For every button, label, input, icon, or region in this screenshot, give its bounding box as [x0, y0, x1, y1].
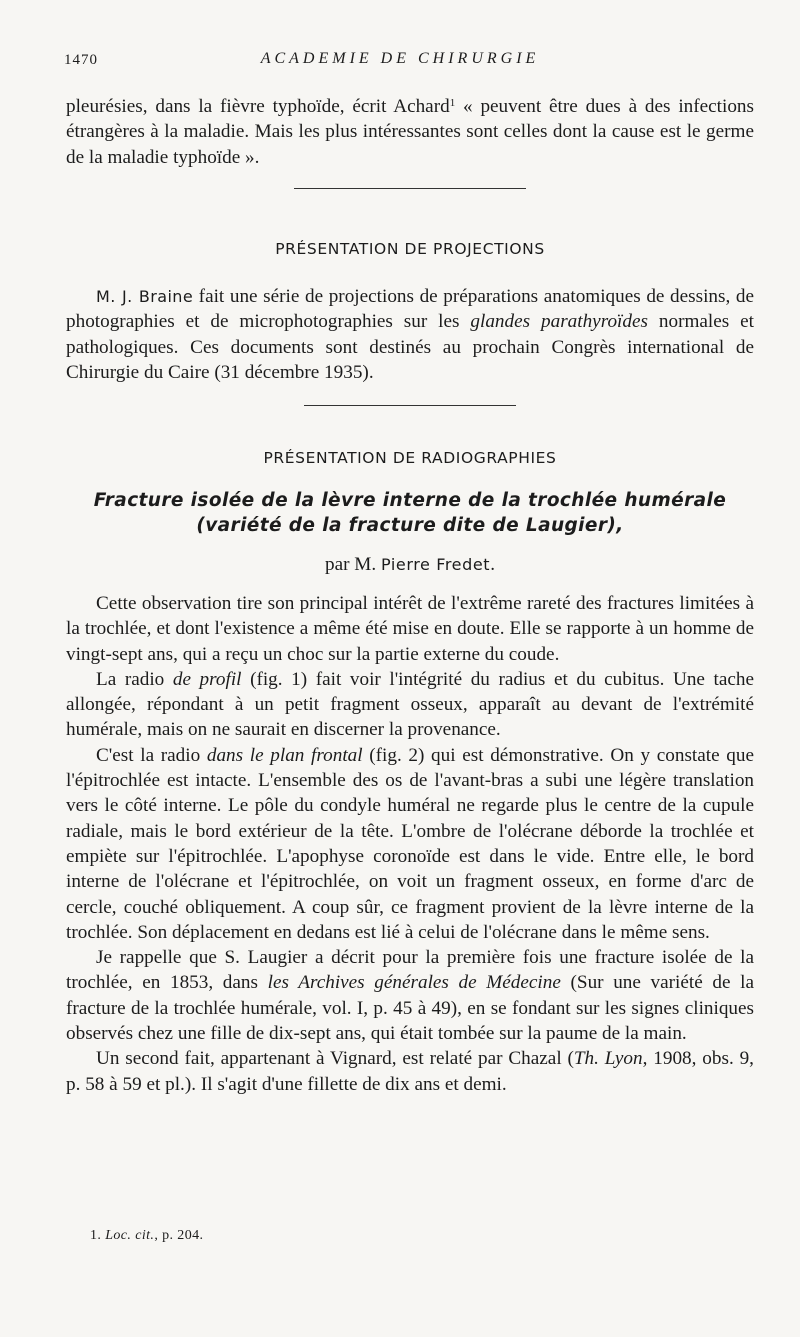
running-header	[64, 50, 736, 74]
paragraph-text: (fig. 1) fait voir l'intégrité du radius et du cubitus. Une tache allongée, répondant à un petit fragment osseux, apparaît au devant de l'extrémité humérale, mais on ne saurait en discerner la provenance.	[66, 668, 754, 741]
paragraph-text: (fig. 2) qui est démonstrative. On y constate que l'épitrochlée est intacte. L'ensemble des os de l'avant-bras a subi une légère translation vers le côté interne. Le pôle du condyle huméral ne regarde plus le centre de la cupule radiale, mais le bord extérieur de la tête. L'ombre de l'olécrane déborde la trochlée et empiète sur l'épitrochlée. L'apophyse coronoïde est dans le vide. Entre elle, le bord interne de l'olécrane et l'épitrochlée, on voit un fragment osseux, en forme d'arc de cercle, couché obliquement. A coup sûr, ce fragment provient de la lèvre interne de la trochlée. Son déplacement en dedans est lié à celui de l'olécrane dans le même sens.	[66, 744, 754, 943]
article-paragraph	[66, 945, 754, 1046]
speaker-name: M. J. Braine	[96, 287, 194, 307]
page-number: 1470	[64, 52, 98, 68]
article-paragraph	[66, 1046, 754, 1097]
byline-prefix: par M.	[325, 553, 381, 575]
paragraph-italic: de profil	[172, 668, 242, 690]
intro-text-cont: « peuvent être dues à des infections étrangères à la maladie. Mais les plus intéressantes sont celles dont la cause est le germe de la maladie typhoïde ».	[66, 96, 754, 168]
paragraph-italic: Th. Lyon	[573, 1048, 643, 1070]
section-divider	[294, 188, 526, 189]
article-title-line: Fracture isolée de la lèvre interne de la trochlée humérale	[93, 489, 727, 511]
paragraph-text: Je rappelle que S. Laugier a décrit pour la première fois une fracture isolée de la trochlée, en 1853, dans	[66, 947, 754, 994]
paragraph-text: (Sur une variété de la fracture de la trochlée humérale, vol. I, p. 45 à 49), en se fondant sur les signes cliniques observés chez une fille de dix-sept ans, qui était tombée sur la paume de la main.	[66, 972, 755, 1045]
byline-suffix: .	[490, 553, 495, 575]
footnote	[90, 1228, 203, 1244]
paragraph-text: Un second fait, appartenant à Vignard, est relaté par Chazal (	[96, 1048, 574, 1070]
section-heading-radiographies: PRÉSENTATION DE RADIOGRAPHIES	[263, 449, 557, 468]
page-body	[66, 94, 754, 1097]
paragraph-italic: les Archives générales de Médecine	[267, 972, 561, 994]
author-name: Pierre Fredet	[380, 554, 491, 574]
article-title-line: (variété de la fracture dite de Laugier),	[196, 514, 624, 536]
projections-text: fait une série de projections de préparations anatomiques de dessins, de photographies et de microphotographies sur les	[66, 286, 754, 333]
running-title: ACADEMIE DE CHIRURGIE	[260, 50, 540, 67]
section-divider	[304, 405, 516, 406]
article-paragraph: Cette observation tire son principal intérêt de l'extrême rareté des fractures limitées à la trochlée, et dont l'existence a même été mise en doute. Elle se rapporte à un homme de vingt-sept ans, qui a reçu un choc sur la partie externe du coude.	[66, 592, 754, 665]
projections-italic: glandes parathyroïdes	[470, 311, 648, 333]
intro-text: pleurésies, dans la fièvre typhoïde, écrit Achard	[66, 96, 450, 117]
article-paragraph	[66, 743, 754, 945]
footnote-ref: 1	[449, 97, 456, 109]
paragraph-text: C'est la radio	[96, 744, 207, 766]
footnote-text: , p. 204.	[154, 1228, 204, 1243]
footnote-italic: Loc. cit.	[105, 1228, 155, 1243]
footnote-number: 1.	[90, 1228, 102, 1243]
projections-text-cont: normales et pathologiques. Ces documents sont destinés au prochain Congrès international de Chirurgie du Caire (31 décembre 1935).	[66, 311, 754, 384]
intro-paragraph	[66, 94, 754, 170]
article-paragraph	[66, 667, 754, 743]
paragraph-text: , 1908, obs. 9, p. 58 à 59 et pl.). Il s'agit d'une fillette de dix ans et demi.	[66, 1048, 754, 1095]
section-heading-projections: PRÉSENTATION DE PROJECTIONS	[275, 239, 545, 258]
byline	[66, 552, 754, 577]
article-title	[66, 488, 754, 538]
paragraph-italic: dans le plan frontal	[206, 744, 363, 766]
projections-paragraph	[66, 284, 754, 385]
paragraph-text: La radio	[96, 668, 173, 690]
